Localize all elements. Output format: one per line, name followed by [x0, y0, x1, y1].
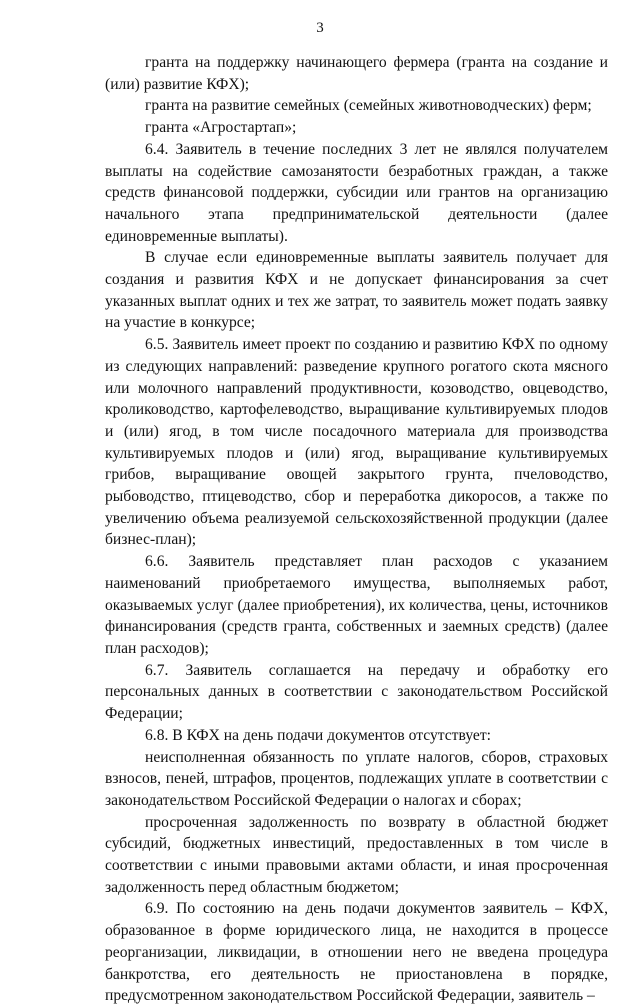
- paragraph: 6.4. Заявитель в течение последних 3 лет не являлся получателем выплаты на содействие самозанятости безработных граждан, а также средств финансовой поддержки, субсидии или грантов на организацию начального этапа предпринимательской деятельности (далее единовременные выплаты).: [105, 140, 608, 245]
- paragraph: неисполненная обязанность по уплате налогов, сборов, страховых взносов, пеней, штрафов, процентов, подлежащих уплате в соответствии с законодательством Российской Федерации о налогах и сборах;: [105, 748, 608, 809]
- paragraph: 6.7. Заявитель соглашается на передачу и обработку его персональных данных в соответствии с законодательством Российской Федерации;: [105, 661, 608, 723]
- paragraph: 6.5. Заявитель имеет проект по созданию и развитию КФХ по одному из следующих направлений: разведение крупного рогатого скота мясного или молочного направлений продуктивности, козоводство, овцеводство, кролиководство, картофелеводство, выращивание культивируемых плодов и (или) ягод, в том числе посадочного материала для производства культивируемых плодов и (или) ягод, выращивание культивируемых грибов, выращивание овощей закрытого грунта, пчеловодство, рыбоводство, птицеводство, сбор и переработка дикоросов, а также по увеличению объема реализуемой сельскохозяйственной продукции (далее бизнес-план);: [105, 336, 608, 549]
- page-number: 3: [316, 20, 324, 36]
- paragraph: просроченная задолженность по возврату в областной бюджет субсидий, бюджетных инвестиций, предоставленных в том числе в соответствии с иными правовыми актами области, и иная просроченная задолженность перед областным бюджетом;: [105, 813, 608, 896]
- paragraph: гранта на развитие семейных (семейных животноводческих) ферм;: [145, 97, 592, 115]
- body-text: [105, 52, 608, 1007]
- paragraph: гранта на поддержку начинающего фермера (гранта на создание и (или) развитие КФХ);: [105, 54, 608, 93]
- paragraph: В случае если единовременные выплаты заявитель получает для создания и развития КФХ и не допускает финансирования за счет указанных выплат одних и тех же затрат, то заявитель может подать заявку на участие в конкурсе;: [105, 249, 608, 332]
- paragraph: 6.9. По состоянию на день подачи документов заявитель – КФХ, образованное в форме юридического лица, не находится в процессе реорганизации, ликвидации, в отношении него не введена процедура банкротства, его деятельность не приостановлена в порядке, предусмотренном законодательством Российской Федерации, заявитель –: [105, 900, 608, 1005]
- paragraph: гранта «Агростартап»;: [145, 119, 297, 137]
- paragraph: 6.8. В КФХ на день подачи документов отсутствует:: [145, 726, 491, 744]
- paragraph: 6.6. Заявитель представляет план расходов с указанием наименований приобретаемого имущества, выполняемых работ, оказываемых услуг (далее приобретения), их количества, цены, источников финансирования (средств гранта, собственных и заемных средств) (далее план расходов);: [105, 553, 608, 657]
